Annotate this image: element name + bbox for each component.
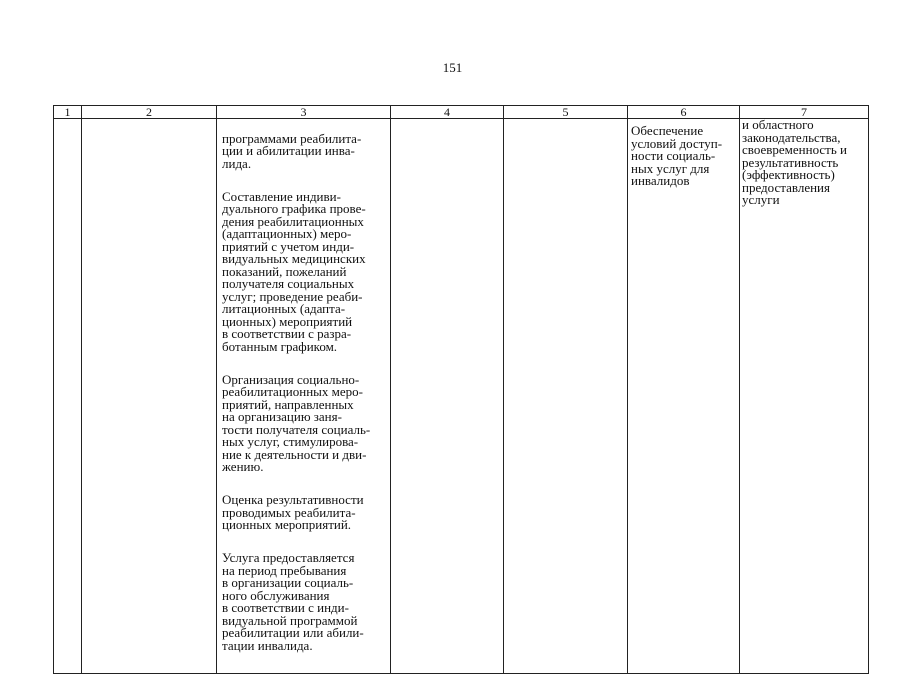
cell-col1 — [54, 119, 82, 674]
service-paragraph: Услуга предоставляется на период пребывания в организации социаль- ного обслуживания в соответствии с инди- видуальной программой реабилитации или абили- тации инвалида. — [222, 550, 364, 653]
service-paragraph: программами реабилита- ции и абилитации инва- лида. — [222, 130, 362, 171]
cell-col6 — [628, 119, 740, 674]
column-header-5: 5 — [504, 106, 628, 119]
column-header-3: 3 — [217, 106, 391, 119]
service-paragraph: Организация социально- реабилитационных меро- приятий, направленных на организацию заня- тости получателя социаль- ных услуг, стимулирова- ние к деятельности и дви- жению. — [222, 371, 371, 474]
services-table — [53, 105, 869, 674]
column-header-1: 1 — [54, 106, 82, 119]
column-header-4: 4 — [391, 106, 504, 119]
cell-col1-text — [54, 119, 81, 120]
page-number: 151 — [442, 60, 463, 75]
cell-col4-text — [391, 119, 503, 120]
service-paragraph: Оценка результативности проводимых реабилита- ционных мероприятий. — [222, 492, 364, 532]
cell-col7 — [740, 119, 869, 674]
cell-col7-text: и областного законодательства, своевременность и результативность (эффективность) предоставления услуги — [742, 117, 847, 207]
cell-col5 — [504, 119, 628, 674]
cell-col2 — [82, 119, 217, 674]
cell-col5-text — [504, 119, 627, 120]
cell-col4 — [391, 119, 504, 674]
table-row — [54, 119, 869, 674]
column-header-6: 6 — [628, 106, 740, 119]
cell-col3 — [217, 119, 391, 674]
column-header-7: 7 — [740, 106, 869, 119]
cell-col6-text: Обеспечение условий доступ- ности социаль- ных услуг для инвалидов — [631, 123, 723, 188]
service-paragraph: Составление индиви- дуального графика прове- дения реабилитационных (адаптационных) меро- приятий с учетом инди- видуальных медицинских показаний, пожеланий получателя социальных услуг; проведение реаби- литационных (адапта- ционных) мероприятий в соответствии с разра- ботанным графиком. — [222, 188, 366, 354]
column-header-2: 2 — [82, 106, 217, 119]
cell-col2-text — [82, 119, 216, 120]
